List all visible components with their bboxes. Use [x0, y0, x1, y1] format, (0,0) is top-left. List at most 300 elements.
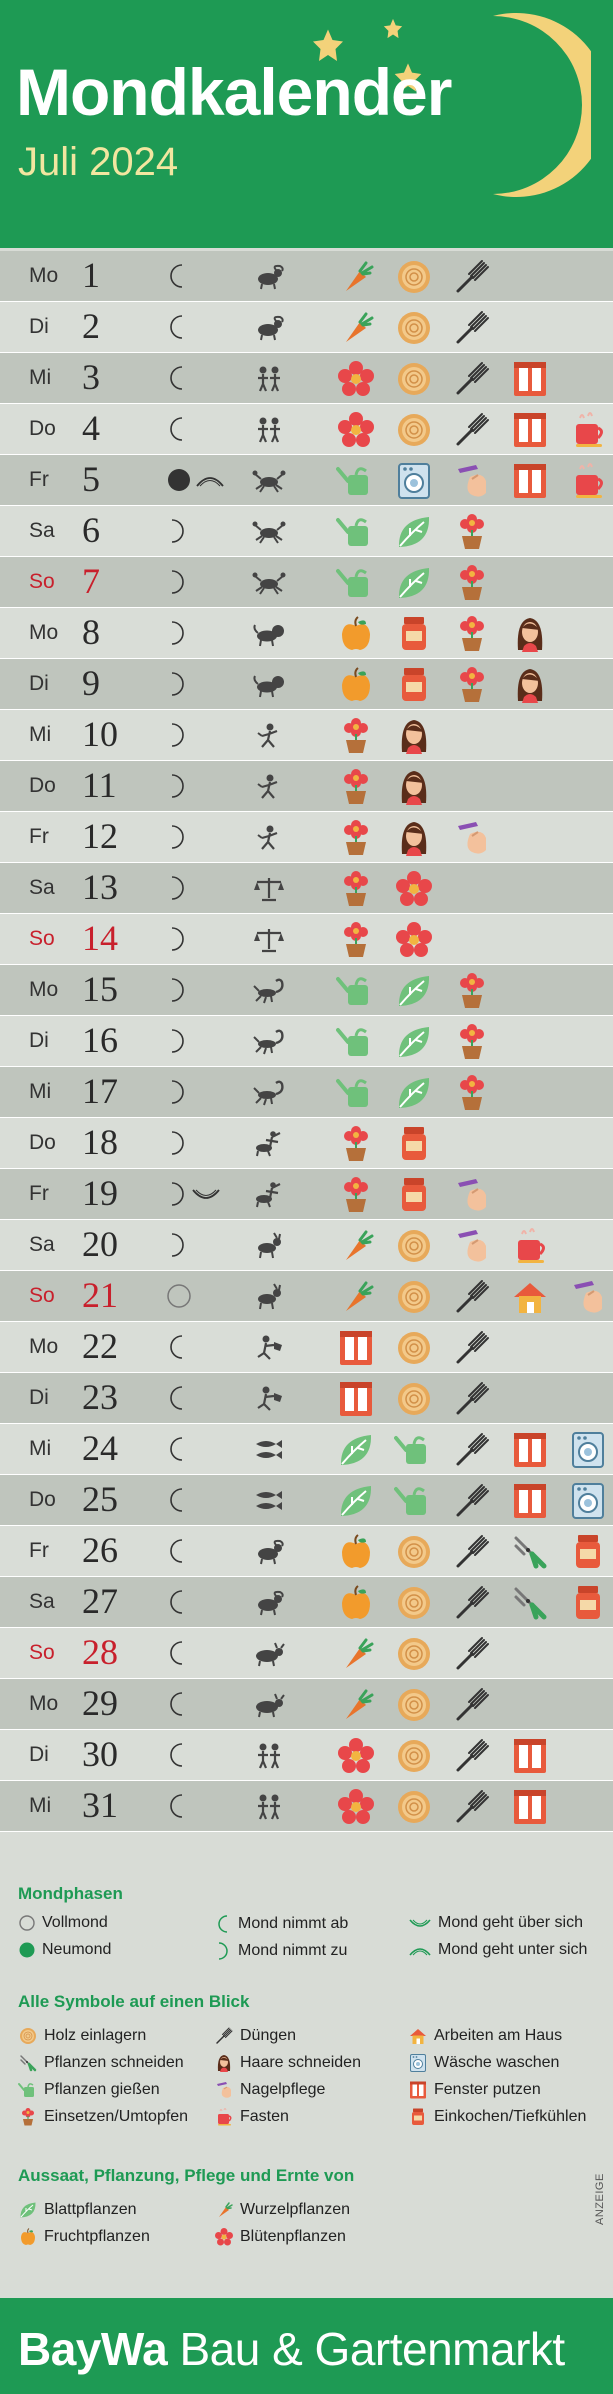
window-icon — [510, 359, 550, 399]
waxing-moon-icon — [166, 1027, 188, 1055]
zodiac-scorpion-icon — [252, 1027, 286, 1055]
legend-label: Einsetzen/Umtopfen — [44, 2108, 189, 2125]
day-row — [0, 1016, 613, 1067]
fork-icon — [452, 1787, 492, 1827]
day-number: 11 — [82, 765, 117, 805]
day-row — [0, 1628, 613, 1679]
legend-item — [18, 1941, 111, 1959]
activity-symbols — [336, 1583, 608, 1623]
day-number: 17 — [82, 1071, 118, 1111]
day-number: 25 — [82, 1479, 118, 1519]
window-icon — [336, 1328, 376, 1368]
fullmoon-moon-icon — [166, 1282, 192, 1310]
day-row — [0, 1322, 613, 1373]
legend-label: Mond geht unter sich — [438, 1941, 588, 1958]
day-number: 10 — [82, 714, 118, 754]
day-row — [0, 404, 613, 455]
day-row — [0, 608, 613, 659]
pot-icon — [452, 971, 492, 1011]
waxing-moon-icon — [166, 772, 188, 800]
page-title: Mondkalender — [16, 55, 452, 129]
jar-icon — [214, 2107, 234, 2127]
window-icon — [510, 1430, 550, 1470]
moon-phase — [166, 1332, 188, 1362]
activity-symbols — [336, 1430, 608, 1470]
leaf-icon — [394, 971, 434, 1011]
weekday-label: So — [29, 570, 55, 593]
waning-moon-icon — [166, 313, 188, 341]
waxing-moon-icon — [214, 1941, 232, 1961]
newmoon-moon-icon — [166, 466, 192, 494]
watering-icon — [336, 563, 376, 603]
pot-icon — [452, 512, 492, 552]
pot-icon — [336, 716, 376, 756]
window-icon — [408, 2080, 428, 2100]
flower-icon — [336, 1787, 376, 1827]
weekday-label: Do — [29, 417, 56, 440]
waning-moon-icon — [166, 1486, 188, 1514]
moon-phase — [166, 1791, 188, 1821]
moon-phase — [166, 363, 188, 393]
activity-symbols — [336, 1685, 492, 1725]
moon-phase — [166, 873, 188, 903]
leaf-icon — [394, 1022, 434, 1062]
weekday-label: Mo — [29, 1335, 59, 1358]
legend-phases-title: Mondphasen — [18, 1884, 123, 1903]
moon-phase — [166, 1077, 188, 1107]
moon-phase — [166, 1281, 192, 1311]
washer-icon — [568, 1430, 608, 1470]
day-number: 27 — [82, 1581, 118, 1621]
hair-icon — [394, 767, 434, 807]
pot-icon — [336, 818, 376, 858]
window-icon — [336, 1379, 376, 1419]
zodiac-ram-icon — [252, 262, 286, 290]
moon-phase — [166, 771, 188, 801]
waxing-moon-icon — [166, 517, 188, 545]
flower-icon — [394, 869, 434, 909]
zodiac-twins-icon — [252, 1741, 286, 1769]
day-row — [0, 1730, 613, 1781]
day-number: 31 — [82, 1785, 118, 1825]
waning-moon-icon — [166, 1690, 188, 1718]
day-row — [0, 1220, 613, 1271]
pot-icon — [452, 614, 492, 654]
day-number: 16 — [82, 1020, 118, 1060]
waxing-moon-icon — [166, 1129, 188, 1157]
fork-icon — [452, 1685, 492, 1725]
fullmoon-moon-icon — [18, 1914, 36, 1932]
day-number: 21 — [82, 1275, 118, 1315]
day-number: 2 — [82, 306, 100, 346]
fork-icon — [452, 1532, 492, 1572]
day-row — [0, 251, 613, 302]
day-number: 30 — [82, 1734, 118, 1774]
day-row — [0, 1781, 613, 1832]
ascending-moon-icon — [408, 1914, 432, 1932]
legend-label: Blütenpflanzen — [240, 2228, 346, 2245]
window-icon — [510, 410, 550, 450]
jar-icon — [568, 410, 608, 450]
star-icon — [382, 18, 404, 40]
moon-phase — [166, 1128, 188, 1158]
wood-icon — [394, 1787, 434, 1827]
activity-symbols — [336, 1022, 492, 1062]
weekday-label: Di — [29, 1743, 49, 1766]
washer-icon — [408, 2053, 428, 2073]
day-row — [0, 1067, 613, 1118]
legend-label: Mond nimmt zu — [238, 1942, 348, 1959]
waxing-moon-icon — [166, 1180, 188, 1208]
day-row — [0, 1577, 613, 1628]
wood-icon — [394, 1226, 434, 1266]
fork-icon — [452, 308, 492, 348]
jar2-icon — [394, 1124, 434, 1164]
shears-icon — [18, 2053, 38, 2073]
descending-moon-icon — [194, 466, 226, 494]
waning-moon-icon — [166, 1333, 188, 1361]
waxing-moon-icon — [166, 1078, 188, 1106]
crescent-moon-icon — [453, 12, 591, 198]
apple-icon — [336, 665, 376, 705]
zodiac-virgin-icon — [252, 772, 286, 800]
weekday-label: Di — [29, 672, 49, 695]
weekday-label: Mi — [29, 1437, 52, 1460]
legend-sow-title: Aussaat, Pflanzung, Pflege und Ernte von — [18, 2166, 355, 2185]
leaf-icon — [394, 512, 434, 552]
legend-item — [214, 2200, 350, 2220]
zodiac-bull-icon — [252, 1690, 286, 1718]
moon-phase — [166, 465, 226, 495]
jar2-icon — [394, 1175, 434, 1215]
zodiac-scorpion-icon — [252, 976, 286, 1004]
legend-label: Fenster putzen — [434, 2081, 541, 2098]
leaf-icon — [336, 1430, 376, 1470]
activity-symbols — [336, 1481, 608, 1521]
moon-phase — [166, 1740, 188, 1770]
legend-label: Nagelpflege — [240, 2081, 326, 2098]
moon-phase — [166, 1230, 188, 1260]
day-number: 29 — [82, 1683, 118, 1723]
jar2-icon — [568, 1583, 608, 1623]
hair-icon — [394, 716, 434, 756]
day-row — [0, 659, 613, 710]
fork-icon — [452, 1328, 492, 1368]
waning-moon-icon — [166, 1435, 188, 1463]
zodiac-scorpion-icon — [252, 1078, 286, 1106]
fork-icon — [452, 1634, 492, 1674]
jar2-icon — [408, 2107, 428, 2127]
zodiac-waterman-icon — [252, 1333, 286, 1361]
waxing-moon-icon — [166, 925, 188, 953]
carrot-icon — [336, 308, 376, 348]
weekday-label: Do — [29, 1488, 56, 1511]
day-number: 7 — [82, 561, 100, 601]
legend-item — [18, 2227, 150, 2247]
moon-phase — [166, 261, 188, 291]
activity-symbols — [336, 308, 492, 348]
zodiac-scales-icon — [252, 925, 286, 953]
carrot-icon — [336, 1634, 376, 1674]
watering-icon — [336, 461, 376, 501]
house-icon — [510, 1277, 550, 1317]
day-row — [0, 506, 613, 557]
legend-label: Pflanzen gießen — [44, 2081, 160, 2098]
weekday-label: Sa — [29, 876, 55, 899]
weekday-label: So — [29, 1641, 55, 1664]
zodiac-ram-icon — [252, 313, 286, 341]
legend-item — [408, 2026, 562, 2046]
day-number: 6 — [82, 510, 100, 550]
activity-symbols — [336, 1736, 550, 1776]
legend-item — [18, 2107, 188, 2127]
watering-icon — [18, 2080, 38, 2100]
window-icon — [510, 1787, 550, 1827]
legend-item — [214, 2026, 296, 2046]
waxing-moon-icon — [166, 568, 188, 596]
day-number: 22 — [82, 1326, 118, 1366]
carrot-icon — [336, 257, 376, 297]
zodiac-twins-icon — [252, 364, 286, 392]
fork-icon — [452, 1736, 492, 1776]
pot-icon — [336, 767, 376, 807]
wood-icon — [394, 1583, 434, 1623]
waxing-moon-icon — [166, 670, 188, 698]
pot-icon — [452, 1073, 492, 1113]
jar-icon — [568, 461, 608, 501]
waning-moon-icon — [166, 415, 188, 443]
weekday-label: Mi — [29, 1794, 52, 1817]
fork-icon — [452, 1583, 492, 1623]
zodiac-crab-icon — [252, 466, 286, 494]
activity-symbols — [336, 614, 550, 654]
legend-label: Wurzelpflanzen — [240, 2201, 350, 2218]
day-row — [0, 1424, 613, 1475]
legend-label: Mond nimmt ab — [238, 1915, 349, 1932]
day-number: 26 — [82, 1530, 118, 1570]
day-row — [0, 1169, 613, 1220]
weekday-label: Mo — [29, 264, 59, 287]
wood-icon — [394, 1685, 434, 1725]
zodiac-goat-icon — [252, 1282, 286, 1310]
legend-item — [408, 2053, 559, 2073]
weekday-label: Di — [29, 315, 49, 338]
activity-symbols — [336, 1328, 492, 1368]
legend-label: Düngen — [240, 2027, 297, 2044]
fork-icon — [452, 1481, 492, 1521]
weekday-label: Mi — [29, 1080, 52, 1103]
activity-symbols — [336, 410, 608, 450]
weekday-label: Mo — [29, 1692, 59, 1715]
zodiac-crab-icon — [252, 517, 286, 545]
waning-moon-icon — [166, 262, 188, 290]
day-number: 19 — [82, 1173, 118, 1213]
apple-icon — [336, 1532, 376, 1572]
day-row — [0, 1475, 613, 1526]
activity-symbols — [336, 1379, 492, 1419]
day-number: 23 — [82, 1377, 118, 1417]
day-number: 18 — [82, 1122, 118, 1162]
legend-label: Holz einlagern — [44, 2027, 147, 2044]
nail-icon — [452, 1175, 492, 1215]
flower-icon — [336, 1736, 376, 1776]
nail-icon — [452, 461, 492, 501]
day-number: 28 — [82, 1632, 118, 1672]
nail-icon — [214, 2080, 234, 2100]
shears-icon — [510, 1532, 550, 1572]
day-number: 12 — [82, 816, 118, 856]
hair-icon — [510, 665, 550, 705]
descending-moon-icon — [408, 1941, 432, 1959]
fork-icon — [214, 2026, 234, 2046]
waning-moon-icon — [166, 1537, 188, 1565]
moon-phase — [166, 1689, 188, 1719]
moon-phase — [166, 516, 188, 546]
wood-icon — [394, 410, 434, 450]
nail-icon — [452, 1226, 492, 1266]
pot-icon — [336, 1124, 376, 1164]
weekday-label: Fr — [29, 1539, 49, 1562]
wood-icon — [394, 308, 434, 348]
day-row — [0, 302, 613, 353]
moon-phase — [166, 1179, 222, 1209]
zodiac-virgin-icon — [252, 823, 286, 851]
wood-icon — [394, 1634, 434, 1674]
carrot-icon — [214, 2200, 234, 2220]
day-rows — [0, 251, 613, 1832]
day-row — [0, 1679, 613, 1730]
pot-icon — [18, 2107, 38, 2127]
day-number: 24 — [82, 1428, 118, 1468]
wood-icon — [394, 1532, 434, 1572]
day-number: 1 — [82, 255, 100, 295]
day-row — [0, 1271, 613, 1322]
activity-symbols — [336, 1277, 608, 1317]
weekday-label: So — [29, 1284, 55, 1307]
leaf-icon — [394, 563, 434, 603]
weekday-label: Mo — [29, 621, 59, 644]
flower-icon — [394, 920, 434, 960]
day-row — [0, 914, 613, 965]
zodiac-fish-icon — [252, 1486, 286, 1514]
activity-symbols — [336, 1634, 492, 1674]
zodiac-goat-icon — [252, 1231, 286, 1259]
fork-icon — [452, 359, 492, 399]
moon-phase — [166, 1383, 188, 1413]
weekday-label: Di — [29, 1029, 49, 1052]
weekday-label: Sa — [29, 519, 55, 542]
day-row — [0, 1118, 613, 1169]
day-number: 3 — [82, 357, 100, 397]
washer-icon — [568, 1481, 608, 1521]
day-row — [0, 710, 613, 761]
carrot-icon — [336, 1226, 376, 1266]
legend-label: Neumond — [42, 1941, 112, 1958]
brand-name: BayWa — [18, 2323, 168, 2375]
zodiac-ram-icon — [252, 1537, 286, 1565]
fork-icon — [452, 1430, 492, 1470]
wood-icon — [18, 2026, 38, 2046]
legend-label: Wäsche waschen — [434, 2054, 560, 2071]
legend-label: Haare schneiden — [240, 2054, 361, 2071]
legend-item — [408, 2080, 541, 2100]
weekday-label: Fr — [29, 468, 49, 491]
weekday-label: Mo — [29, 978, 59, 1001]
waning-moon-icon — [166, 364, 188, 392]
day-row — [0, 965, 613, 1016]
legend-item — [18, 2080, 160, 2100]
zodiac-fish-icon — [252, 1435, 286, 1463]
wood-icon — [394, 257, 434, 297]
washer-icon — [394, 461, 434, 501]
moon-phase — [166, 720, 188, 750]
waning-moon-icon — [214, 1914, 232, 1934]
waxing-moon-icon — [166, 721, 188, 749]
brand-tagline: Bau & Gartenmarkt — [179, 2323, 565, 2375]
activity-symbols — [336, 1532, 608, 1572]
legend-item — [214, 2080, 325, 2100]
moon-phase — [166, 1026, 188, 1056]
newmoon-moon-icon — [18, 1941, 36, 1959]
legend-item — [214, 1914, 348, 1934]
waning-moon-icon — [166, 1588, 188, 1616]
window-icon — [510, 461, 550, 501]
activity-symbols — [336, 1175, 492, 1215]
activity-symbols — [336, 920, 434, 960]
footer-brand-line — [18, 2322, 565, 2376]
watering-icon — [394, 1481, 434, 1521]
activity-symbols — [336, 563, 492, 603]
waning-moon-icon — [166, 1741, 188, 1769]
legend-label: Fasten — [240, 2108, 289, 2125]
activity-symbols — [336, 1787, 550, 1827]
legend-label: Fruchtpflanzen — [44, 2228, 150, 2245]
moon-phase — [166, 414, 188, 444]
day-number: 20 — [82, 1224, 118, 1264]
day-number: 13 — [82, 867, 118, 907]
hair-icon — [214, 2053, 234, 2073]
wood-icon — [394, 1277, 434, 1317]
apple-icon — [336, 614, 376, 654]
activity-symbols — [336, 1124, 434, 1164]
zodiac-archer-icon — [252, 1180, 286, 1208]
waxing-moon-icon — [166, 874, 188, 902]
pot-icon — [336, 869, 376, 909]
legend-item — [18, 1914, 108, 1932]
activity-symbols — [336, 971, 492, 1011]
legend-label: Arbeiten am Haus — [434, 2027, 563, 2044]
day-row — [0, 761, 613, 812]
activity-symbols — [336, 257, 492, 297]
legend-item — [408, 2107, 586, 2127]
moon-phase — [166, 567, 188, 597]
waxing-moon-icon — [166, 1231, 188, 1259]
apple-icon — [336, 1583, 376, 1623]
activity-symbols — [336, 1073, 492, 1113]
activity-symbols — [336, 512, 492, 552]
day-row — [0, 812, 613, 863]
pot-icon — [336, 1175, 376, 1215]
zodiac-bull-icon — [252, 1639, 286, 1667]
zodiac-archer-icon — [252, 1129, 286, 1157]
moon-phase — [166, 1638, 188, 1668]
legend-item — [18, 2200, 137, 2220]
waning-moon-icon — [166, 1384, 188, 1412]
day-row — [0, 1526, 613, 1577]
fork-icon — [452, 410, 492, 450]
moon-phase — [166, 924, 188, 954]
leaf-icon — [394, 1073, 434, 1113]
